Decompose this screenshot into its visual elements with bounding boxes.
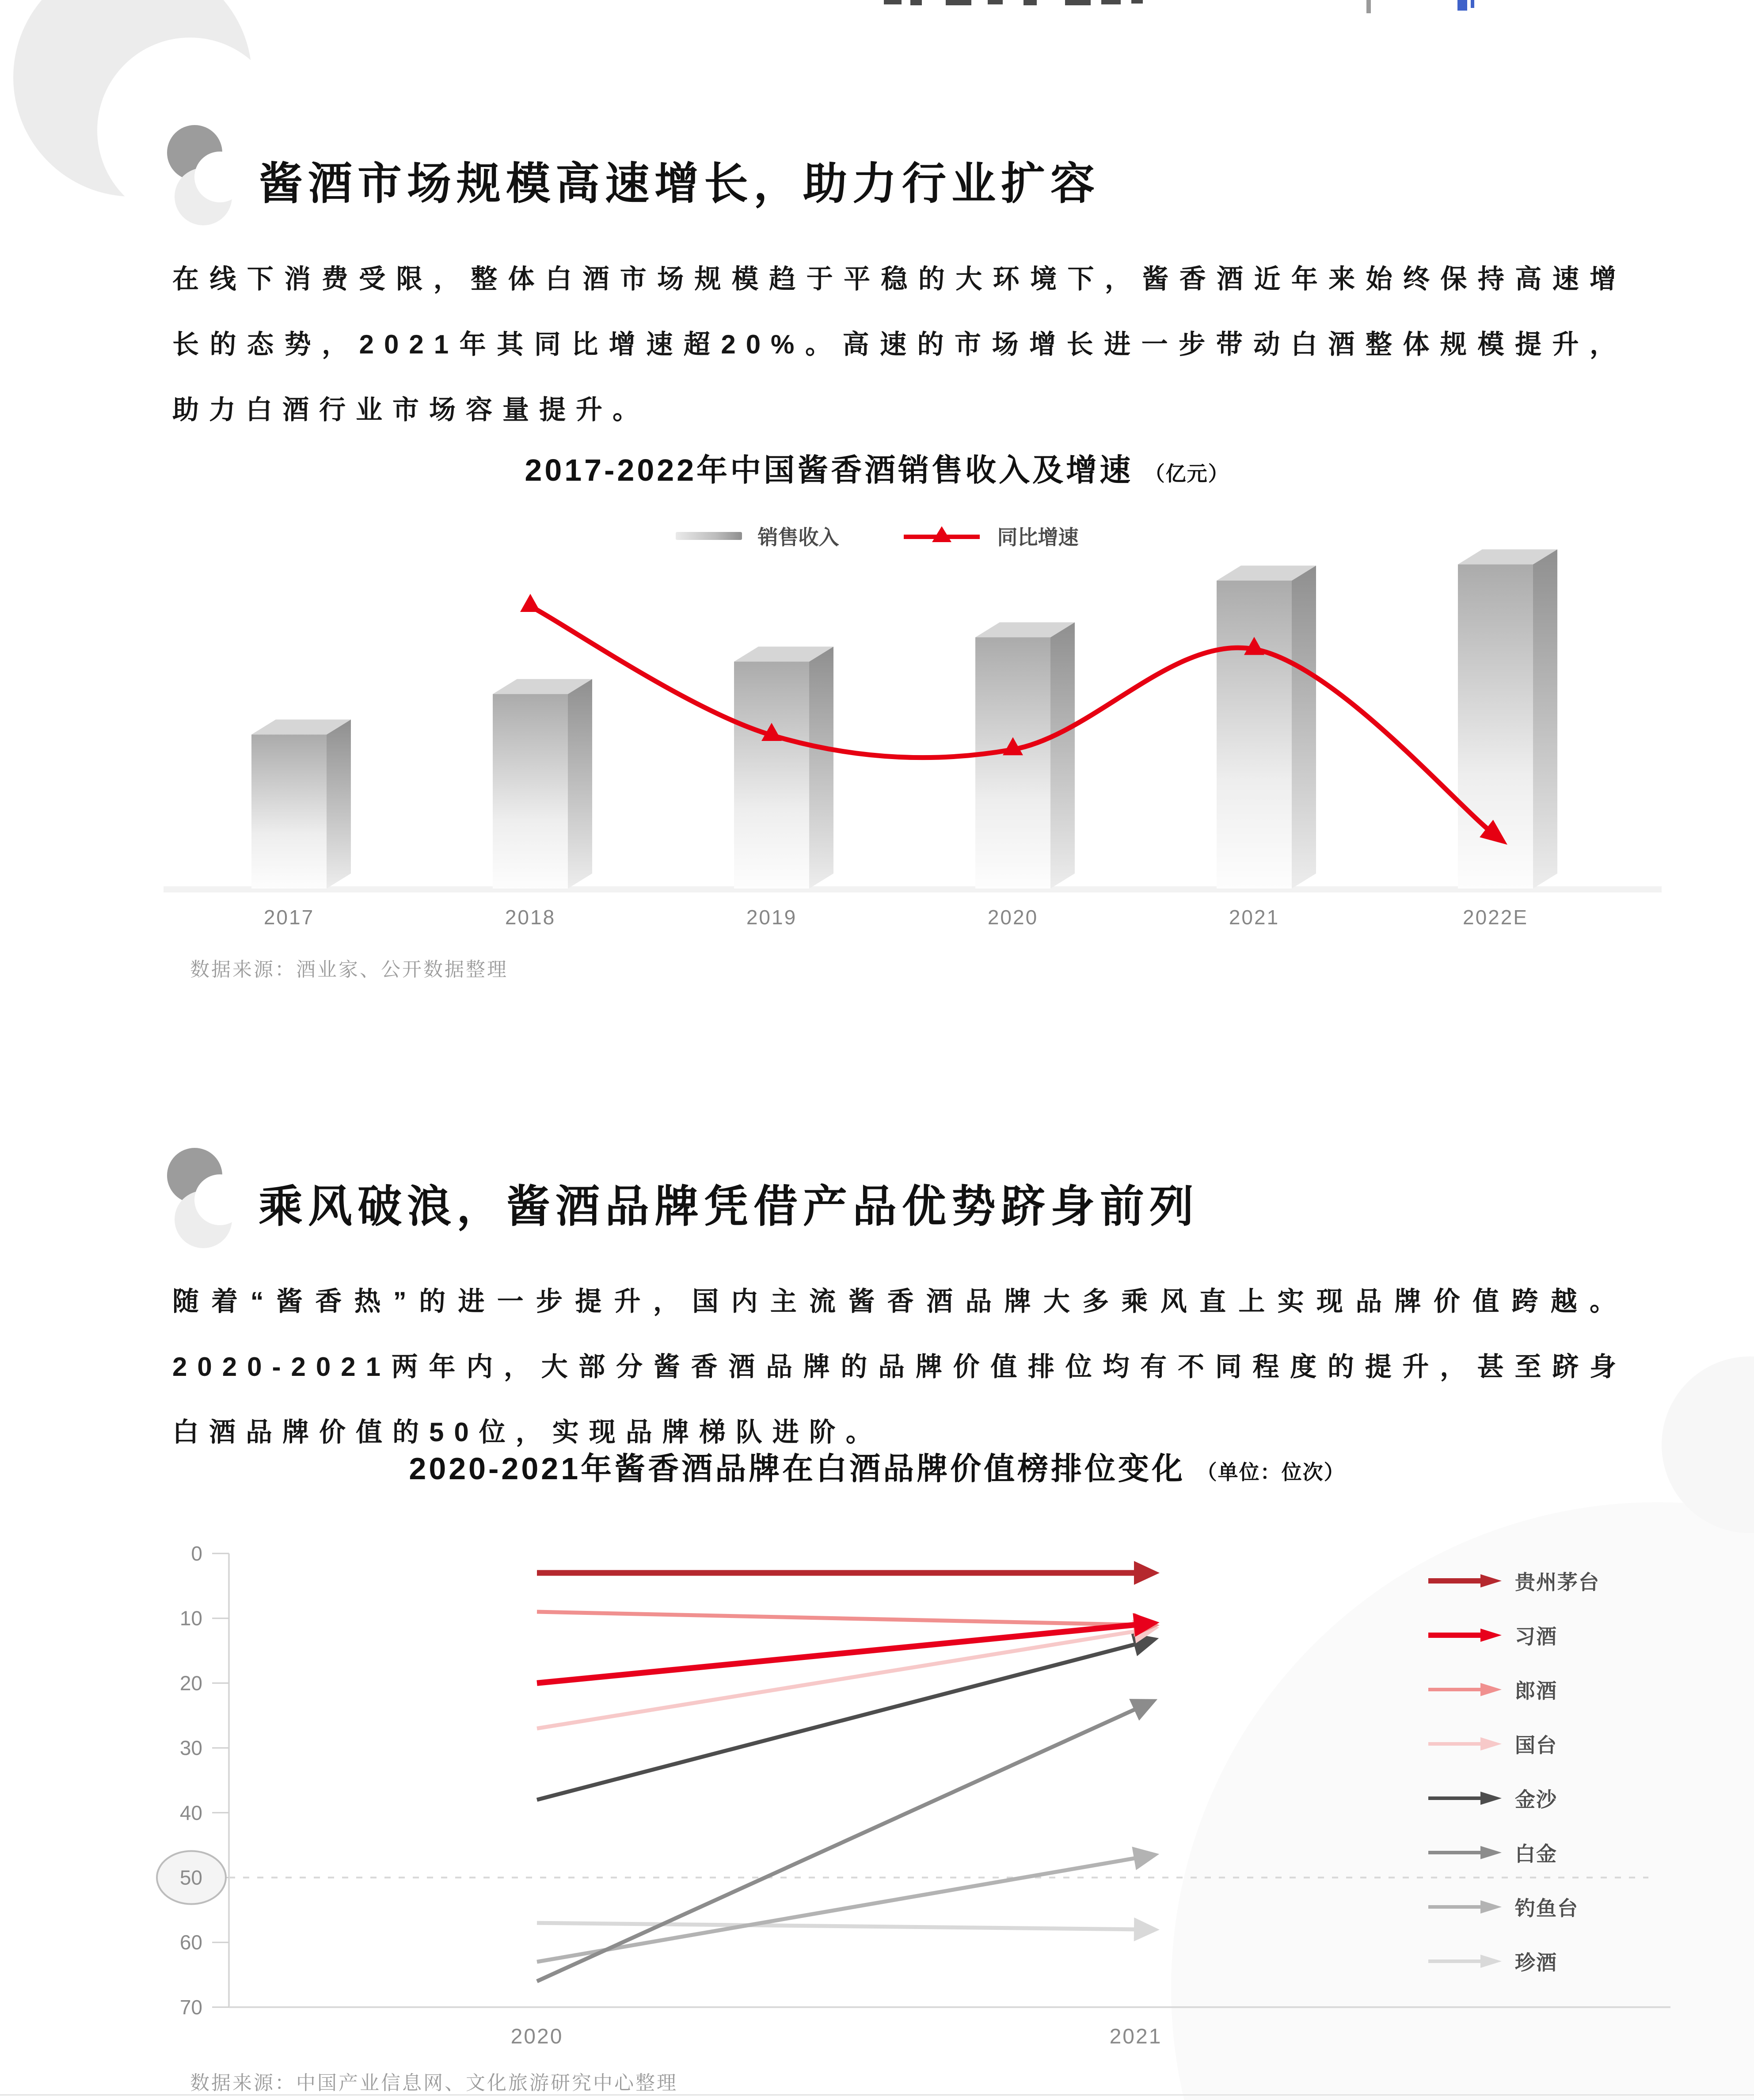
legend-label: 郎酒 xyxy=(1515,1679,1557,1702)
legend-label: 钓鱼台 xyxy=(1515,1896,1579,1920)
legend-label: 珍酒 xyxy=(1515,1951,1557,1974)
page-bottom-divider xyxy=(0,2094,1754,2096)
chart1-legend xyxy=(0,521,1754,551)
chart1-title xyxy=(0,445,1754,490)
svg-text:2017: 2017 xyxy=(263,906,315,929)
arrow-icon xyxy=(1427,1789,1503,1808)
svg-text:0: 0 xyxy=(191,1542,202,1565)
chart1 xyxy=(150,548,1679,948)
section-bullet-overlay-icon xyxy=(194,152,245,202)
svg-text:40: 40 xyxy=(179,1801,202,1824)
arrow-icon xyxy=(1427,1625,1503,1645)
chart1-legend-revenue: 销售收入 xyxy=(757,526,839,549)
svg-text:2021: 2021 xyxy=(1109,2024,1162,2048)
arrow-icon xyxy=(1427,1734,1503,1754)
arrow-icon xyxy=(1427,1843,1503,1862)
chart2-title-unit: （单位：位次） xyxy=(1196,1461,1345,1484)
arrow-icon xyxy=(1427,1952,1503,1971)
chart2-legend xyxy=(1427,1553,1600,1988)
legend-item xyxy=(1427,1716,1600,1771)
legend-label: 白金 xyxy=(1515,1842,1557,1865)
svg-text:30: 30 xyxy=(179,1736,202,1760)
section2-title: 乘风破浪，酱酒品牌凭借产品优势跻身前列 xyxy=(259,1182,1199,1231)
legend-item xyxy=(1427,1662,1600,1716)
legend-label: 贵州茅台 xyxy=(1515,1570,1600,1594)
svg-text:2019: 2019 xyxy=(746,906,797,929)
section2-paragraph: 随着“酱香热”的进一步提升，国内主流酱香酒品牌大多乘风直上实现品牌价值跨越。2020-2021两年内，大部分酱香酒品牌的品牌价值排位均有不同程度的提升，甚至跻身白酒品牌价值的50位，实现品牌梯队进阶。 xyxy=(172,1287,1626,1447)
svg-text:2022E: 2022E xyxy=(1462,906,1529,929)
legend-label: 习酒 xyxy=(1515,1625,1557,1648)
svg-text:2018: 2018 xyxy=(505,906,556,929)
svg-text:50: 50 xyxy=(179,1866,202,1889)
svg-text:2021: 2021 xyxy=(1229,906,1280,929)
arrow-icon xyxy=(1427,1680,1503,1699)
chart2-title-text: 2020-2021年酱香酒品牌在白酒品牌价值榜排位变化 xyxy=(409,1451,1186,1486)
section1-paragraph: 在线下消费受限，整体白酒市场规模趋于平稳的大环境下，酱香酒近年来始终保持高速增长的态势，2021年其同比增速超20%。高速的市场增长进一步带动白酒整体规模提升，助力白酒行业市场容量提升。 xyxy=(172,264,1626,425)
section1-title: 酱酒市场规模高速增长，助力行业扩容 xyxy=(259,159,1100,209)
chart2-title xyxy=(0,1444,1754,1489)
section-bullet-overlay-icon xyxy=(194,1174,245,1225)
svg-text:2020: 2020 xyxy=(510,2024,563,2048)
svg-text:20: 20 xyxy=(179,1671,202,1695)
chart1-title-unit: （亿元） xyxy=(1144,462,1229,485)
svg-text:2020: 2020 xyxy=(987,906,1039,929)
chart1-title-text: 2017-2022年中国酱香酒销售收入及增速 xyxy=(525,453,1134,487)
chart1-legend-growth: 同比增速 xyxy=(997,526,1079,549)
svg-text:10: 10 xyxy=(179,1606,202,1630)
growth-line-swatch-icon xyxy=(902,524,982,548)
legend-label: 金沙 xyxy=(1515,1788,1557,1811)
legend-label: 国台 xyxy=(1515,1733,1557,1757)
legend-item xyxy=(1427,1608,1600,1662)
arrow-icon xyxy=(1427,1571,1503,1591)
legend-item xyxy=(1427,1880,1600,1934)
chart1-svg xyxy=(150,548,1679,946)
svg-text:70: 70 xyxy=(179,1995,202,2019)
legend-item xyxy=(1427,1934,1600,1988)
legend-item xyxy=(1427,1553,1600,1608)
legend-item xyxy=(1427,1825,1600,1880)
revenue-bar-swatch-icon xyxy=(676,532,742,540)
svg-text:60: 60 xyxy=(179,1931,202,1954)
legend-item xyxy=(1427,1771,1600,1825)
chart2-source: 数据来源：中国产业信息网、文化旅游研究中心整理 xyxy=(190,2072,678,2094)
chart1-source: 数据来源：酒业家、公开数据整理 xyxy=(190,959,508,980)
arrow-icon xyxy=(1427,1897,1503,1917)
